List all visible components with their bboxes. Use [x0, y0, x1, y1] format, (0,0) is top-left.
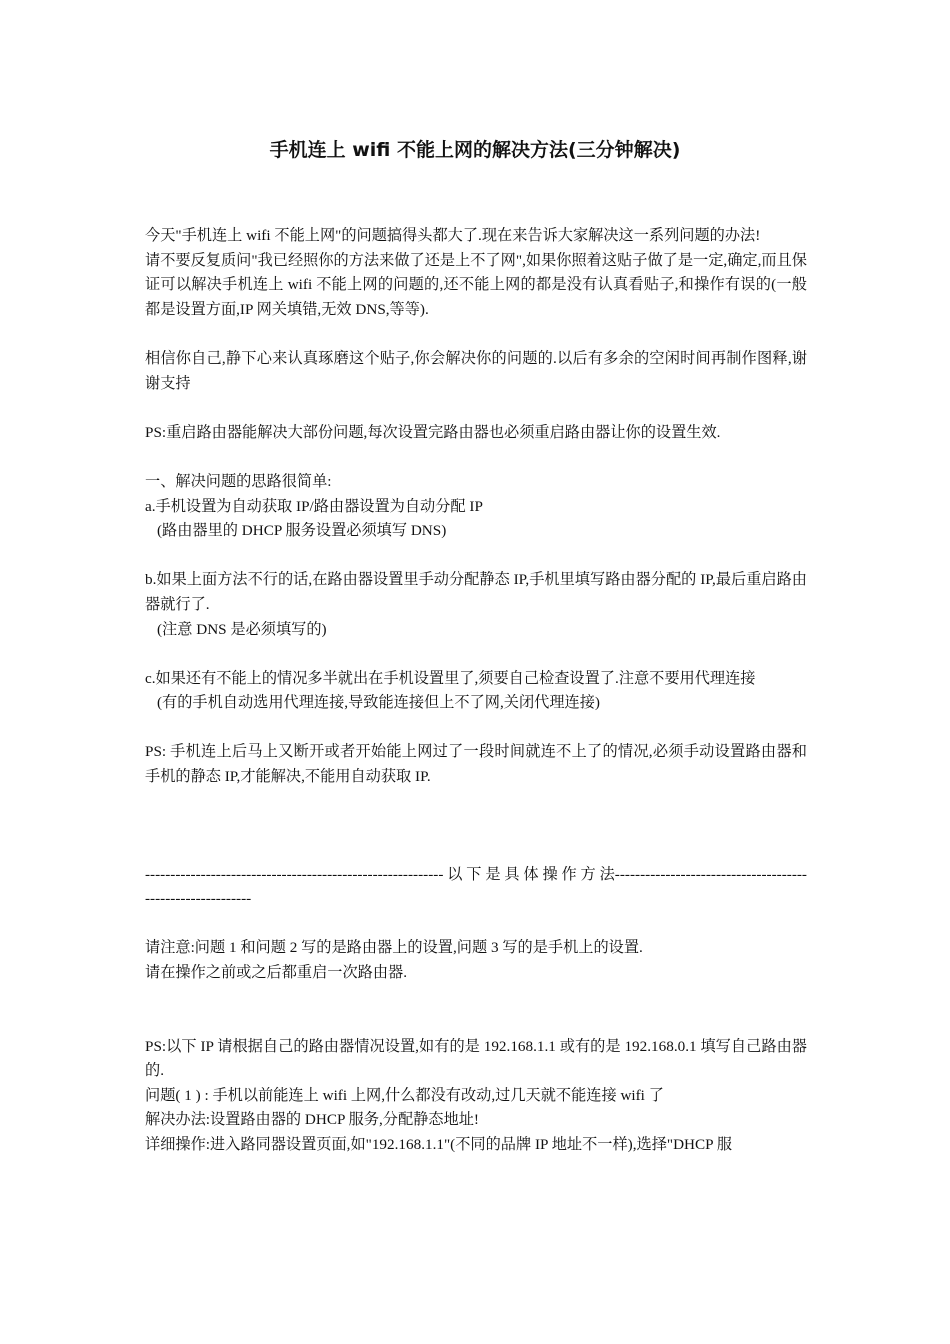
spacer — [145, 790, 807, 863]
paragraph-note-1: 请注意:问题 1 和问题 2 写的是路由器上的设置,问题 3 写的是手机上的设置. — [145, 939, 643, 957]
spacer — [145, 716, 807, 741]
section-heading-1: 一、解决问题的思路很简单: — [145, 472, 332, 490]
spacer — [145, 986, 807, 1035]
list-item-c: c.如果还有不能上的情况多半就出在手机设置里了,须要自己检查设置了.注意不要用代理连接 — [145, 669, 756, 687]
paragraph-intro-2: 请不要反复质问"我已经照你的方法来做了还是上不了网",如果你照着这贴子做了是一定,确定,而且保证可以解决手机连上 wifi 不能上网的问题的,还不能上网的都是没有认真看贴子,和操作有误的(一般都是设置方面,IP 网关填错,无效 DNS,等等). — [145, 251, 807, 318]
spacer — [145, 912, 807, 937]
document-title: 手机连上 wifi 不能上网的解决方法(三分钟解决) — [269, 139, 681, 161]
paragraph-believe: 相信你自己,静下心来认真琢磨这个贴子,你会解决你的问题的.以后有多余的空闲时间再制作图释,谢谢支持 — [145, 349, 807, 392]
list-item-c-note: (有的手机自动选用代理连接,导致能连接但上不了网,关闭代理连接) — [157, 694, 600, 712]
list-item-b-note: (注意 DNS 是必须填写的) — [157, 620, 327, 638]
list-item-a-note: (路由器里的 DHCP 服务设置必须填写 DNS) — [157, 522, 447, 540]
paragraph-intro-1: 今天"手机连上 wifi 不能上网"的问题搞得头都大了.现在来告诉大家解决这一系列问题的办法! — [145, 227, 761, 244]
paragraph-ps-static: PS: 手机连上后马上又断开或者开始能上网过了一段时间就连不上了的情况,必须手动设置路由器和手机的静态 IP,才能解决,不能用自动获取 IP. — [145, 743, 807, 786]
paragraph-ps-ip: PS:以下 IP 请根据自己的路由器情况设置,如有的是 192.168.1.1 或有的是 192.168.0.1 填写自己路由器的. — [145, 1037, 807, 1080]
spacer — [145, 396, 807, 421]
list-item-a: a.手机设置为自动获取 IP/路由器设置为自动分配 IP — [145, 497, 483, 515]
spacer — [145, 322, 807, 347]
paragraph-question-1: 问题( 1 ) : 手机以前能连上 wifi 上网,什么都没有改动,过几天就不能连接 wifi 了 — [145, 1086, 664, 1104]
document-body — [145, 224, 807, 1158]
spacer — [145, 445, 807, 470]
paragraph-detail-1: 详细操作:进入路同器设置页面,如"192.168.1.1"(不同的品牌 IP 地址不一样),选择"DHCP 服 — [145, 1136, 733, 1153]
paragraph-note-2: 请在操作之前或之后都重启一次路由器. — [145, 964, 407, 982]
spacer — [145, 544, 807, 569]
paragraph-solution-1: 解决办法:设置路由器的 DHCP 服务,分配静态地址! — [145, 1111, 479, 1129]
paragraph-ps-restart: PS:重启路由器能解决大部份问题,每次设置完路由器也必须重启路由器让你的设置生效. — [145, 423, 721, 441]
list-item-b: b.如果上面方法不行的话,在路由器设置里手动分配静态 IP,手机里填写路由器分配的 IP,最后重启路由器就行了. — [145, 571, 807, 613]
spacer — [145, 642, 807, 667]
section-divider: ----------------------------------------------------------- 以 下 是 具 体 操 作 方 法----------------------------------------------------------- — [145, 865, 807, 908]
